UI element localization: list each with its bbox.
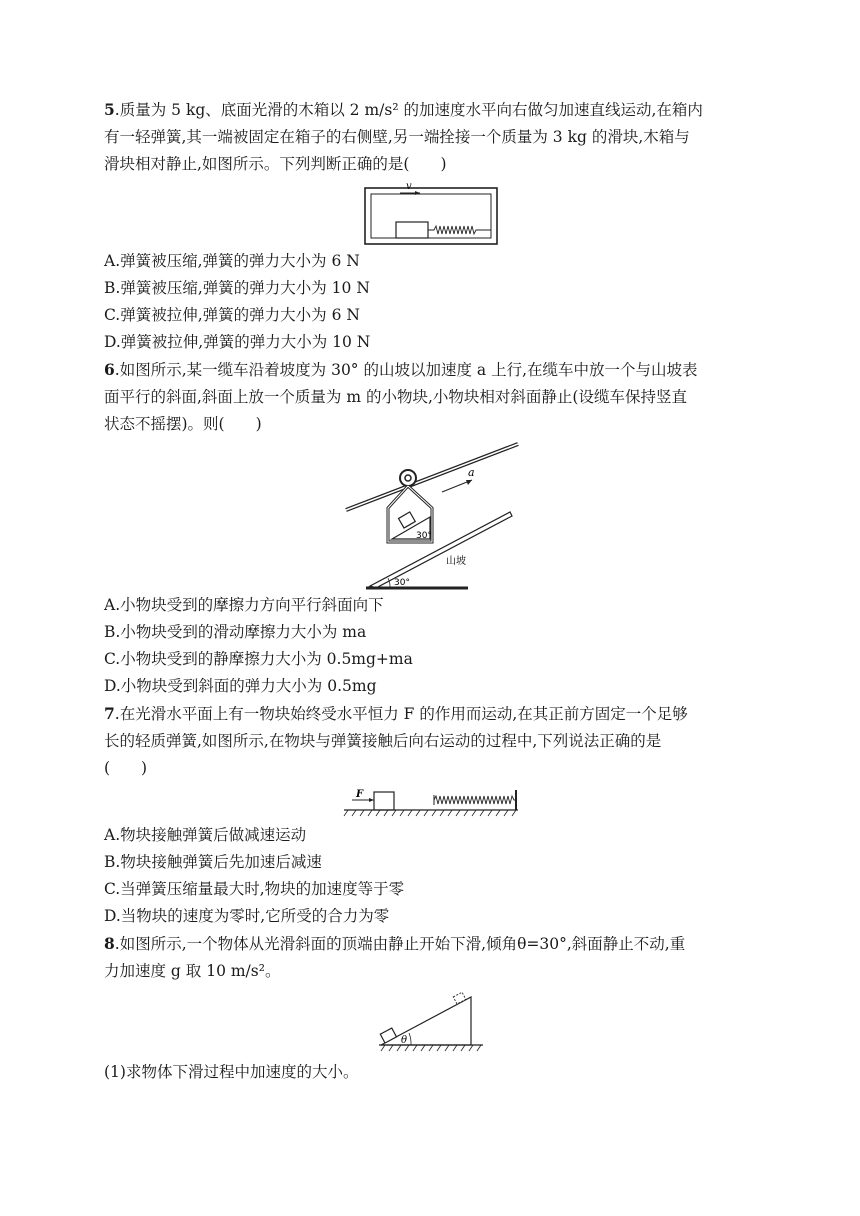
q6-acceleration-label: a: [468, 466, 475, 479]
q7-number: 7: [104, 704, 115, 723]
q7-option-b[interactable]: B.物块接触弹簧后先加速后减速: [104, 853, 322, 871]
q7-line-3: ( ): [104, 759, 148, 777]
q5-option-c[interactable]: C.弹簧被拉伸,弹簧的弹力大小为 6 N: [104, 306, 360, 324]
q8-number: 8: [104, 934, 115, 953]
q8-subquestion-1: (1)求物体下滑过程中加速度的大小。: [104, 1063, 359, 1081]
q6-option-a[interactable]: A.小物块受到的摩擦力方向平行斜面向下: [104, 596, 384, 614]
q6-line-3: 状态不摇摆)。则( ): [104, 415, 262, 433]
q7-figure-block-spring: [342, 786, 522, 822]
q7-force-label: F: [356, 789, 364, 800]
q7-line-1: 7.在光滑水平面上有一物块始终受水平恒力 F 的作用而运动,在其正前方固定一个足够: [104, 704, 688, 723]
q6-option-d[interactable]: D.小物块受到斜面的弹力大小为 0.5mg: [104, 677, 377, 695]
q5-line-2: 有一轻弹簧,其一端被固定在箱子的右侧壁,另一端拴接一个质量为 3 kg 的滑块,木箱与: [104, 128, 690, 146]
q5-option-d[interactable]: D.弹簧被拉伸,弹簧的弹力大小为 10 N: [104, 333, 371, 351]
q6-option-b[interactable]: B.小物块受到的滑动摩擦力大小为 ma: [104, 623, 367, 641]
q6-inner-angle-label: 30°: [416, 531, 432, 541]
question-6: [104, 356, 760, 700]
q6-number: 6: [104, 360, 115, 379]
q5-number: 5: [104, 100, 115, 119]
q7-block: [374, 792, 394, 810]
q5-option-a[interactable]: A.弹簧被压缩,弹簧的弹力大小为 6 N: [104, 252, 360, 270]
question-8: [104, 930, 760, 1086]
q5-line-1: 5.质量为 5 kg、底面光滑的木箱以 2 m/s² 的加速度水平向右做匀加速直线运动,在箱内: [104, 100, 703, 119]
q6-line-1: 6.如图所示,某一缆车沿着坡度为 30° 的山坡以加速度 a 上行,在缆车中放一个与山坡表: [104, 360, 698, 379]
q7-line-2: 长的轻质弹簧,如图所示,在物块与弹簧接触后向右运动的过程中,下列说法正确的是: [104, 732, 662, 750]
q7-option-c[interactable]: C.当弹簧压缩量最大时,物块的加速度等于零: [104, 880, 405, 898]
q5-velocity-label: v: [406, 182, 412, 192]
q5-line-3: 滑块相对静止,如图所示。下列判断正确的是( ): [104, 155, 447, 173]
q5-spring: [428, 226, 491, 234]
q6-outer-angle-label: 30°: [394, 578, 410, 588]
q8-line-1: 8.如图所示,一个物体从光滑斜面的顶端由静止开始下滑,倾角θ=30°,斜面静止不动,重: [104, 934, 686, 953]
q6-small-block: [399, 512, 416, 528]
question-5: [104, 96, 760, 356]
q6-option-c[interactable]: C.小物块受到的静摩擦力大小为 0.5mg+ma: [104, 650, 413, 668]
q8-theta-label: θ: [401, 1035, 408, 1046]
q6-line-2: 面平行的斜面,斜面上放一个质量为 m 的小物块,小物块相对斜面静止(设缆车保持竖直: [104, 388, 687, 406]
q7-option-a[interactable]: A.物块接触弹簧后做减速运动: [104, 826, 307, 844]
q6-slope-label: 山坡: [446, 556, 466, 567]
q6-figure-cable-car: [342, 442, 522, 592]
page: [104, 96, 760, 1086]
question-7: [104, 700, 760, 930]
q7-spring: [434, 796, 516, 804]
q5-figure-box-spring: [362, 182, 502, 248]
q5-option-b[interactable]: B.弹簧被压缩,弹簧的弹力大小为 10 N: [104, 279, 370, 297]
q8-line-2: 力加速度 g 取 10 m/s²。: [104, 962, 281, 980]
q8-figure-incline: [377, 991, 487, 1057]
q5-block: [396, 222, 428, 238]
q7-option-d[interactable]: D.当物块的速度为零时,它所受的合力为零: [104, 907, 390, 925]
